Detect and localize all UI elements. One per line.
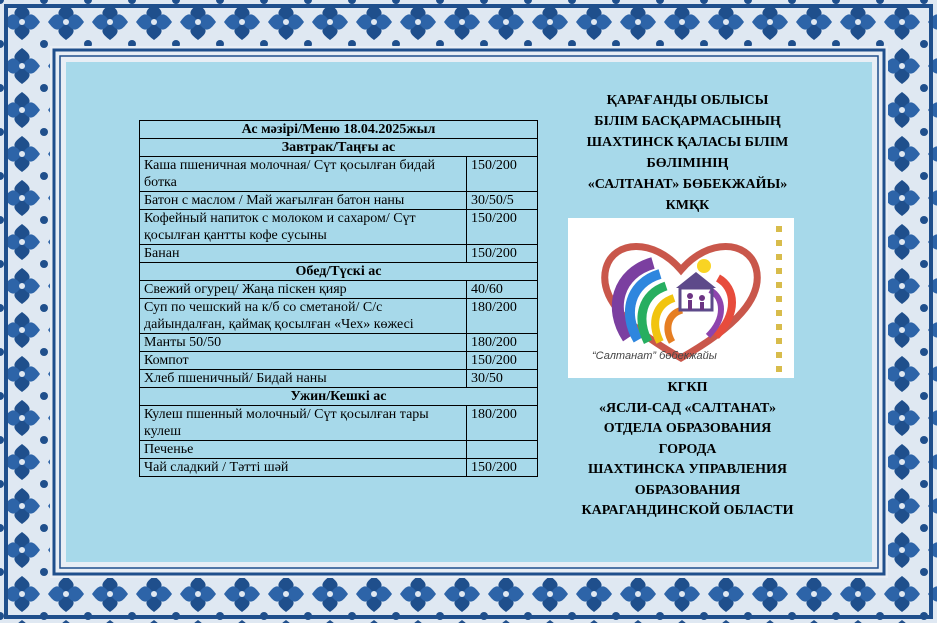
dish-cell: Кофейный напиток с молоком и сахаром/ Сүт қосылған қантты кофе сусыны: [140, 210, 467, 245]
section-breakfast: Завтрак/Таңғы ас: [140, 139, 538, 157]
dish-cell: Кулеш пшенный молочный/ Сүт қосылған тары кулеш: [140, 406, 467, 441]
section-row: [140, 139, 538, 157]
qty-cell: 180/200: [467, 334, 538, 352]
header-line: ГОРОДА: [658, 441, 717, 457]
table-row: [140, 406, 538, 441]
dish-cell: Банан: [140, 245, 467, 263]
qty-cell: 150/200: [467, 157, 538, 192]
header-line: «ЯСЛИ-САД «САЛТАНАТ»: [599, 400, 776, 416]
header-line: КАРАГАНДИНСКОЙ ОБЛАСТИ: [581, 503, 794, 518]
section-dinner: Ужин/Кешкі ас: [140, 388, 538, 406]
header-line: ОБРАЗОВАНИЯ: [634, 482, 741, 498]
table-row: [140, 157, 538, 192]
qty-cell: 180/200: [467, 406, 538, 441]
qty-cell: 40/60: [467, 281, 538, 299]
table-row: [140, 281, 538, 299]
qty-cell: 150/200: [467, 245, 538, 263]
table-row: [140, 370, 538, 388]
header-line: ҚАРАҒАНДЫ ОБЛЫСЫ: [606, 93, 769, 108]
dish-cell: Хлеб пшеничный/ Бидай наны: [140, 370, 467, 388]
dish-cell: Компот: [140, 352, 467, 370]
logo-caption: “Салтанат” бөбекжайы: [592, 350, 717, 362]
qty-cell: 180/200: [467, 299, 538, 334]
dish-cell: Суп по чешский на к/б со сметаной/ С/с дайындалған, қаймақ қосылған «Чех» көжесі: [140, 299, 467, 334]
table-row: [140, 441, 538, 459]
table-row: [140, 334, 538, 352]
dish-cell: Печенье: [140, 441, 467, 459]
dish-cell: Свежий огурец/ Жаңа піскен қияр: [140, 281, 467, 299]
header-line: БІЛІМ БАСҚАРМАСЫНЫҢ: [594, 114, 781, 129]
header-russian: [555, 378, 820, 522]
dish-cell: Чай сладкий / Тәтті шәй: [140, 459, 467, 477]
dish-cell: Манты 50/50: [140, 334, 467, 352]
qty-cell: 30/50/5: [467, 192, 538, 210]
table-row: [140, 210, 538, 245]
header-line: «САЛТАНАТ» БӨБЕКЖАЙЫ»: [587, 177, 788, 192]
dish-cell: Батон с маслом / Май жағылған батон наны: [140, 192, 467, 210]
kindergarten-logo: [568, 218, 794, 378]
qty-cell: 150/200: [467, 459, 538, 477]
qty-cell: [467, 441, 538, 459]
qty-cell: 150/200: [467, 352, 538, 370]
section-row: [140, 263, 538, 281]
header-line: КГКП: [667, 380, 708, 395]
table-row: [140, 192, 538, 210]
menu-title: Ас мәзірі/Меню 18.04.2025жыл: [140, 121, 538, 139]
header-line: ШАХТИНСКА УПРАВЛЕНИЯ: [587, 462, 788, 477]
qty-cell: 150/200: [467, 210, 538, 245]
table-row: [140, 459, 538, 477]
header-line: БӨЛІМІНІҢ: [646, 156, 729, 171]
header-kazakh: [555, 90, 820, 216]
header-line: ОТДЕЛА ОБРАЗОВАНИЯ: [603, 421, 772, 436]
header-line: ШАХТИНСК ҚАЛАСЫ БІЛІМ: [586, 135, 789, 150]
table-title-row: [140, 121, 538, 139]
table-row: [140, 299, 538, 334]
header-line: КМҚК: [665, 198, 710, 213]
table-row: [140, 245, 538, 263]
qty-cell: 30/50: [467, 370, 538, 388]
section-lunch: Обед/Түскі ас: [140, 263, 538, 281]
menu-table: [139, 120, 538, 477]
section-row: [140, 388, 538, 406]
dish-cell: Каша пшеничная молочная/ Сүт қосылған бидай ботка: [140, 157, 467, 192]
table-row: [140, 352, 538, 370]
